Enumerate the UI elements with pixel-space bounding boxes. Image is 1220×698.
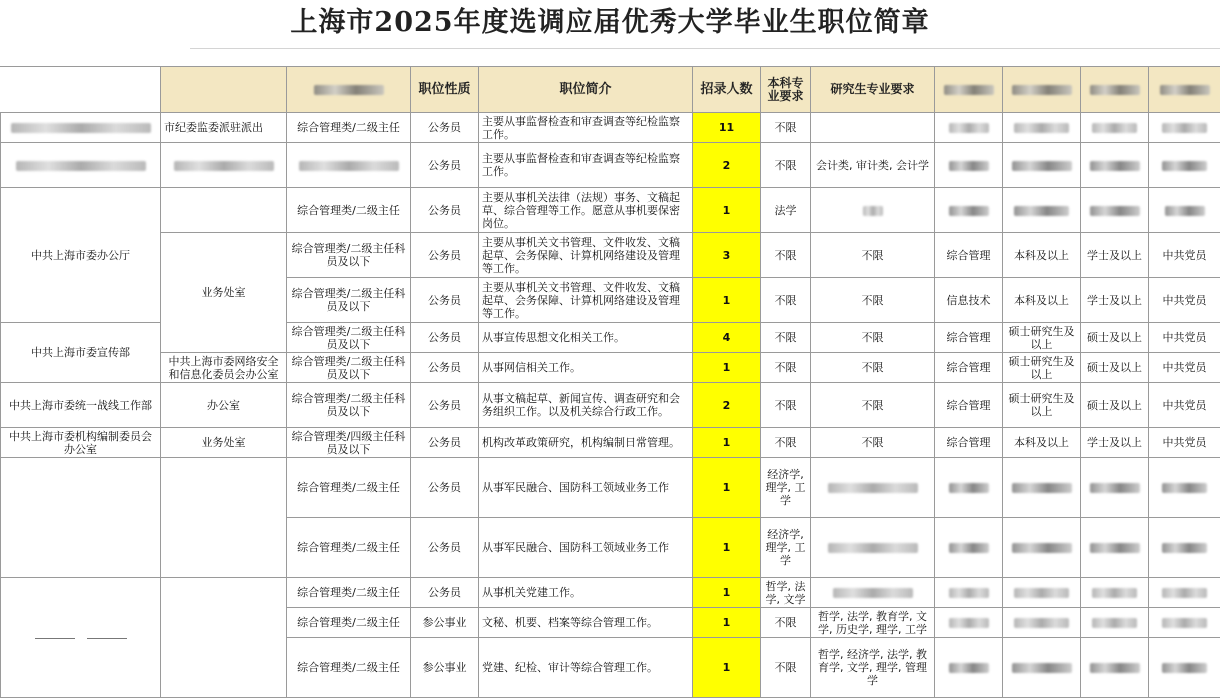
table-row bbox=[1, 188, 1220, 233]
count-cell: 4 bbox=[693, 323, 761, 353]
undergrad-cell: 不限 bbox=[761, 143, 811, 188]
redacted-cell bbox=[1081, 458, 1149, 518]
table-row bbox=[1, 113, 1220, 143]
intro-cell: 机构改革政策研究，机构编制日常管理。 bbox=[479, 428, 693, 458]
degree-cell: 硕士及以上 bbox=[1081, 323, 1149, 353]
grad-cell: 哲学, 法学, 教育学, 文学, 历史学, 理学, 工学 bbox=[811, 608, 935, 638]
redacted-cell bbox=[1149, 143, 1220, 188]
exam-cell: 信息技术 bbox=[935, 278, 1003, 323]
redacted-cell bbox=[1081, 113, 1149, 143]
redacted-cell bbox=[1003, 638, 1081, 698]
nature-cell: 公务员 bbox=[411, 383, 479, 428]
education-cell: 本科及以上 bbox=[1003, 233, 1081, 278]
table-row bbox=[1, 233, 1220, 278]
org-cell: 中共上海市委机构编制委员会办公室 bbox=[1, 428, 161, 458]
intro-cell: 从事文稿起草、新闻宣传、调查研究和会务组织工作。以及机关综合行政工作。 bbox=[479, 383, 693, 428]
undergrad-cell: 不限 bbox=[761, 383, 811, 428]
grad-cell: 不限 bbox=[811, 353, 935, 383]
title-divider bbox=[190, 48, 1220, 49]
intro-cell: 从事机关党建工作。 bbox=[479, 578, 693, 608]
nature-cell: 参公事业 bbox=[411, 608, 479, 638]
grad-cell bbox=[811, 578, 935, 608]
redacted-cell bbox=[1081, 143, 1149, 188]
redacted-cell bbox=[1149, 113, 1220, 143]
category-cell: 综合管理类/四级主任科员及以下 bbox=[287, 428, 411, 458]
grad-cell bbox=[811, 458, 935, 518]
count-cell: 2 bbox=[693, 383, 761, 428]
category-cell: 综合管理类/二级主任 bbox=[287, 113, 411, 143]
dept-cell bbox=[161, 188, 287, 233]
dept-cell bbox=[161, 578, 287, 698]
nature-cell: 公务员 bbox=[411, 428, 479, 458]
header-blank bbox=[161, 67, 287, 113]
header-grad-major: 研究生专业要求 bbox=[811, 67, 935, 113]
intro-cell: 主要从事监督检查和审查调查等纪检监察工作。 bbox=[479, 143, 693, 188]
undergrad-cell: 经济学, 理学, 工学 bbox=[761, 458, 811, 518]
undergrad-cell: 经济学, 理学, 工学 bbox=[761, 518, 811, 578]
redacted-cell bbox=[1003, 113, 1081, 143]
redacted-cell bbox=[935, 143, 1003, 188]
undergrad-cell: 不限 bbox=[761, 608, 811, 638]
degree-cell: 学士及以上 bbox=[1081, 233, 1149, 278]
exam-cell: 综合管理 bbox=[935, 353, 1003, 383]
org-cell bbox=[1, 143, 161, 188]
table-row bbox=[1, 428, 1220, 458]
dept-cell: 业务处室 bbox=[161, 233, 287, 353]
page-title: 上海市2025年度选调应届优秀大学毕业生职位简章 bbox=[290, 7, 930, 38]
category-cell: 综合管理类/二级主任 bbox=[287, 188, 411, 233]
redacted-cell bbox=[1081, 608, 1149, 638]
org-cell bbox=[1, 458, 161, 578]
grad-cell bbox=[811, 518, 935, 578]
grad-cell: 会计类, 审计类, 会计学 bbox=[811, 143, 935, 188]
intro-cell: 主要从事机关文书管理、文件收发、文稿起草、会务保障、计算机网络建设及管理等工作。 bbox=[479, 233, 693, 278]
redacted-cell bbox=[1081, 638, 1149, 698]
org-cell: 中共上海市委统一战线工作部 bbox=[1, 383, 161, 428]
table-row bbox=[1, 458, 1220, 518]
count-cell: 1 bbox=[693, 578, 761, 608]
count-cell: 1 bbox=[693, 353, 761, 383]
category-cell: 综合管理类/二级主任科员及以下 bbox=[287, 233, 411, 278]
education-cell: 硕士研究生及以上 bbox=[1003, 353, 1081, 383]
table-row bbox=[1, 353, 1220, 383]
redacted-cell bbox=[1149, 608, 1220, 638]
politics-cell: 中共党员 bbox=[1149, 323, 1220, 353]
redacted-cell bbox=[1149, 638, 1220, 698]
redacted-cell bbox=[1081, 578, 1149, 608]
nature-cell: 公务员 bbox=[411, 143, 479, 188]
education-cell: 本科及以上 bbox=[1003, 428, 1081, 458]
header-redacted bbox=[935, 67, 1003, 113]
politics-cell: 中共党员 bbox=[1149, 383, 1220, 428]
nature-cell: 公务员 bbox=[411, 323, 479, 353]
redacted-cell bbox=[935, 638, 1003, 698]
redacted-cell bbox=[935, 578, 1003, 608]
nature-cell: 公务员 bbox=[411, 278, 479, 323]
redacted-cell bbox=[935, 608, 1003, 638]
dept-cell bbox=[161, 458, 287, 578]
redacted-cell bbox=[1081, 188, 1149, 233]
category-cell: 综合管理类/二级主任科员及以下 bbox=[287, 383, 411, 428]
politics-cell: 中共党员 bbox=[1149, 233, 1220, 278]
education-cell: 硕士研究生及以上 bbox=[1003, 323, 1081, 353]
redacted-cell bbox=[1003, 143, 1081, 188]
header-blank bbox=[1, 67, 161, 113]
header-redacted bbox=[1149, 67, 1220, 113]
header-redacted bbox=[1081, 67, 1149, 113]
header-undergrad-major: 本科专业要求 bbox=[761, 67, 811, 113]
category-cell: 综合管理类/二级主任 bbox=[287, 638, 411, 698]
undergrad-cell: 哲学, 法学, 文学 bbox=[761, 578, 811, 608]
count-cell: 1 bbox=[693, 428, 761, 458]
header-row bbox=[1, 67, 1220, 113]
category-cell: 综合管理类/二级主任 bbox=[287, 458, 411, 518]
redacted-cell bbox=[1003, 458, 1081, 518]
undergrad-cell: 不限 bbox=[761, 113, 811, 143]
redacted-cell bbox=[935, 458, 1003, 518]
politics-cell: 中共党员 bbox=[1149, 353, 1220, 383]
count-cell: 1 bbox=[693, 518, 761, 578]
header-redacted bbox=[1003, 67, 1081, 113]
grad-cell: 不限 bbox=[811, 323, 935, 353]
header-redacted bbox=[287, 67, 411, 113]
positions-table bbox=[0, 66, 1220, 698]
redacted-cell bbox=[935, 188, 1003, 233]
category-cell: 综合管理类/二级主任 bbox=[287, 608, 411, 638]
count-cell: 1 bbox=[693, 638, 761, 698]
undergrad-cell: 不限 bbox=[761, 428, 811, 458]
category-cell: 综合管理类/二级主任 bbox=[287, 578, 411, 608]
dept-cell: 市纪委监委派驻派出 bbox=[161, 113, 287, 143]
redacted-cell bbox=[1149, 458, 1220, 518]
redacted-cell bbox=[1149, 188, 1220, 233]
exam-cell: 综合管理 bbox=[935, 428, 1003, 458]
grad-cell: 不限 bbox=[811, 383, 935, 428]
exam-cell: 综合管理 bbox=[935, 233, 1003, 278]
undergrad-cell: 不限 bbox=[761, 233, 811, 278]
education-cell: 硕士研究生及以上 bbox=[1003, 383, 1081, 428]
undergrad-cell: 不限 bbox=[761, 353, 811, 383]
count-cell: 11 bbox=[693, 113, 761, 143]
intro-cell: 从事宣传思想文化相关工作。 bbox=[479, 323, 693, 353]
redacted-cell bbox=[935, 113, 1003, 143]
dept-cell: 中共上海市委网络安全和信息化委员会办公室 bbox=[161, 353, 287, 383]
redacted-cell bbox=[1003, 518, 1081, 578]
dept-cell: 办公室 bbox=[161, 383, 287, 428]
undergrad-cell: 不限 bbox=[761, 323, 811, 353]
category-cell: 综合管理类/二级主任科员及以下 bbox=[287, 278, 411, 323]
header-position-intro: 职位简介 bbox=[479, 67, 693, 113]
intro-cell: 从事网信相关工作。 bbox=[479, 353, 693, 383]
org-cell: 中共上海市委宣传部 bbox=[1, 323, 161, 383]
intro-cell: 主要从事监督检查和审查调查等纪检监察工作。 bbox=[479, 113, 693, 143]
grad-cell bbox=[811, 188, 935, 233]
politics-cell: 中共党员 bbox=[1149, 278, 1220, 323]
count-cell: 2 bbox=[693, 143, 761, 188]
degree-cell: 学士及以上 bbox=[1081, 278, 1149, 323]
table-row bbox=[1, 383, 1220, 428]
redacted-cell bbox=[1149, 578, 1220, 608]
intro-cell: 主要从事机关法律（法规）事务、文稿起草、综合管理等工作。愿意从事机要保密岗位。 bbox=[479, 188, 693, 233]
table-row bbox=[1, 578, 1220, 608]
grad-cell: 不限 bbox=[811, 233, 935, 278]
exam-cell: 综合管理 bbox=[935, 383, 1003, 428]
dept-cell: 业务处室 bbox=[161, 428, 287, 458]
count-cell: 1 bbox=[693, 458, 761, 518]
nature-cell: 公务员 bbox=[411, 188, 479, 233]
nature-cell: 公务员 bbox=[411, 353, 479, 383]
grad-cell: 不限 bbox=[811, 428, 935, 458]
redacted-cell bbox=[1081, 518, 1149, 578]
org-cell bbox=[1, 113, 161, 143]
nature-cell: 参公事业 bbox=[411, 638, 479, 698]
redacted-cell bbox=[935, 518, 1003, 578]
nature-cell: 公务员 bbox=[411, 578, 479, 608]
header-recruit-count: 招录人数 bbox=[693, 67, 761, 113]
nature-cell: 公务员 bbox=[411, 518, 479, 578]
redacted-cell bbox=[1003, 608, 1081, 638]
redacted-cell bbox=[1149, 518, 1220, 578]
nature-cell: 公务员 bbox=[411, 458, 479, 518]
org-cell bbox=[1, 578, 161, 698]
dept-cell bbox=[161, 143, 287, 188]
count-cell: 3 bbox=[693, 233, 761, 278]
degree-cell: 硕士及以上 bbox=[1081, 353, 1149, 383]
redacted-cell bbox=[1003, 188, 1081, 233]
grad-cell: 哲学, 经济学, 法学, 教育学, 文学, 理学, 管理学 bbox=[811, 638, 935, 698]
redacted-cell bbox=[1003, 578, 1081, 608]
table-row bbox=[1, 143, 1220, 188]
category-cell: 综合管理类/二级主任 bbox=[287, 518, 411, 578]
degree-cell: 学士及以上 bbox=[1081, 428, 1149, 458]
intro-cell: 党建、纪检、审计等综合管理工作。 bbox=[479, 638, 693, 698]
count-cell: 1 bbox=[693, 188, 761, 233]
grad-cell: 不限 bbox=[811, 278, 935, 323]
category-cell: 综合管理类/二级主任科员及以下 bbox=[287, 353, 411, 383]
org-cell: 中共上海市委办公厅 bbox=[1, 188, 161, 323]
undergrad-cell: 不限 bbox=[761, 278, 811, 323]
exam-cell: 综合管理 bbox=[935, 323, 1003, 353]
grad-cell bbox=[811, 113, 935, 143]
nature-cell: 公务员 bbox=[411, 233, 479, 278]
intro-cell: 从事军民融合、国防科工领域业务工作 bbox=[479, 458, 693, 518]
count-cell: 1 bbox=[693, 278, 761, 323]
count-cell: 1 bbox=[693, 608, 761, 638]
undergrad-cell: 不限 bbox=[761, 638, 811, 698]
politics-cell: 中共党员 bbox=[1149, 428, 1220, 458]
header-position-nature: 职位性质 bbox=[411, 67, 479, 113]
intro-cell: 从事军民融合、国防科工领域业务工作 bbox=[479, 518, 693, 578]
undergrad-cell: 法学 bbox=[761, 188, 811, 233]
intro-cell: 文秘、机要、档案等综合管理工作。 bbox=[479, 608, 693, 638]
intro-cell: 主要从事机关文书管理、文件收发、文稿起草、会务保障、计算机网络建设及管理等工作。 bbox=[479, 278, 693, 323]
degree-cell: 硕士及以上 bbox=[1081, 383, 1149, 428]
nature-cell: 公务员 bbox=[411, 113, 479, 143]
category-cell bbox=[287, 143, 411, 188]
category-cell: 综合管理类/二级主任科员及以下 bbox=[287, 323, 411, 353]
education-cell: 本科及以上 bbox=[1003, 278, 1081, 323]
